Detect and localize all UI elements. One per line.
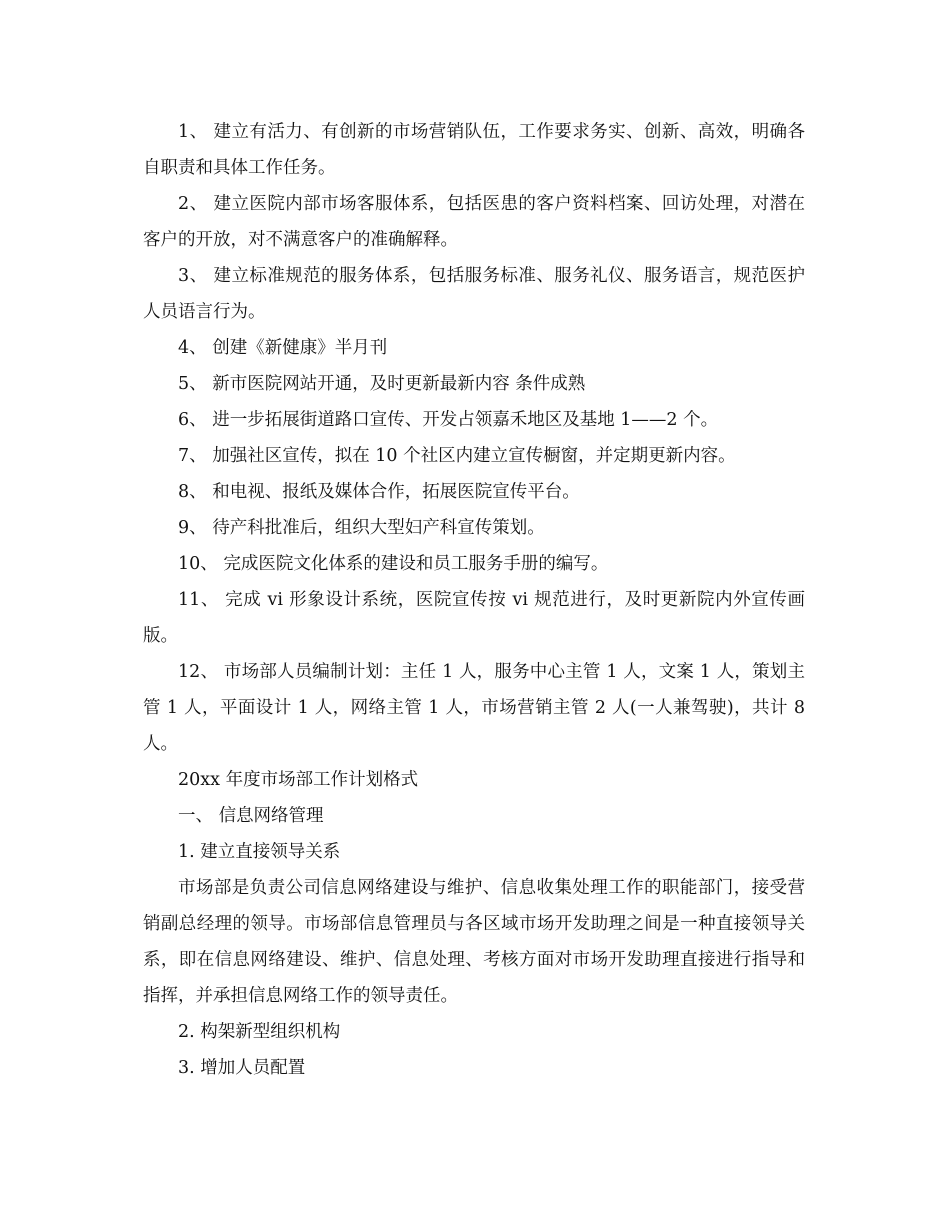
list-item-12: 12、 市场部人员编制计划：主任 1 人，服务中心主管 1 人，文案 1 人，策划主管 1 人，平面设计 1 人，网络主管 1 人，市场营销主管 2 人(一人兼驾驶)，共计 8 人。 bbox=[143, 662, 805, 754]
list-item-8: 8、 和电视、报纸及媒体合作，拓展医院宣传平台。 bbox=[178, 482, 580, 502]
document-page bbox=[143, 114, 805, 1086]
section-heading-1: 一、 信息网络管理 bbox=[178, 806, 324, 826]
section-title: 20xx 年度市场部工作计划格式 bbox=[178, 770, 419, 790]
list-item-3: 3、 建立标准规范的服务体系，包括服务标准、服务礼仪、服务语言，规范医护人员语言行为。 bbox=[143, 266, 805, 322]
list-item-7: 7、 加强社区宣传，拟在 10 个社区内建立宣传橱窗，并定期更新内容。 bbox=[178, 446, 736, 466]
body-paragraph: 市场部是负责公司信息网络建设与维护、信息收集处理工作的职能部门，接受营销副总经理的领导。市场部信息管理员与各区域市场开发助理之间是一种直接领导关系，即在信息网络建设、维护、信息处理、考核方面对市场开发助理直接进行指导和指挥，并承担信息网络工作的领导责任。 bbox=[143, 878, 805, 1006]
subheading-3: 3. 增加人员配置 bbox=[178, 1058, 306, 1078]
list-item-2: 2、 建立医院内部市场客服体系，包括医患的客户资料档案、回访处理，对潜在客户的开放，对不满意客户的准确解释。 bbox=[143, 194, 805, 250]
list-item-10: 10、 完成医院文化体系的建设和员工服务手册的编写。 bbox=[178, 554, 609, 574]
subheading-1: 1. 建立直接领导关系 bbox=[178, 842, 341, 862]
list-item-9: 9、 待产科批准后，组织大型妇产科宣传策划。 bbox=[178, 518, 545, 538]
list-item-11: 11、 完成 vi 形象设计系统，医院宣传按 vi 规范进行，及时更新院内外宣传画版。 bbox=[143, 590, 805, 646]
list-item-1: 1、 建立有活力、有创新的市场营销队伍，工作要求务实、创新、高效，明确各自职责和具体工作任务。 bbox=[143, 122, 805, 178]
list-item-4: 4、 创建《新健康》半月刊 bbox=[178, 338, 388, 358]
list-item-5: 5、 新市医院网站开通，及时更新最新内容 条件成熟 bbox=[178, 374, 586, 394]
list-item-6: 6、 进一步拓展街道路口宣传、开发占领嘉禾地区及基地 1——2 个。 bbox=[178, 410, 719, 430]
subheading-2: 2. 构架新型组织机构 bbox=[178, 1022, 341, 1042]
